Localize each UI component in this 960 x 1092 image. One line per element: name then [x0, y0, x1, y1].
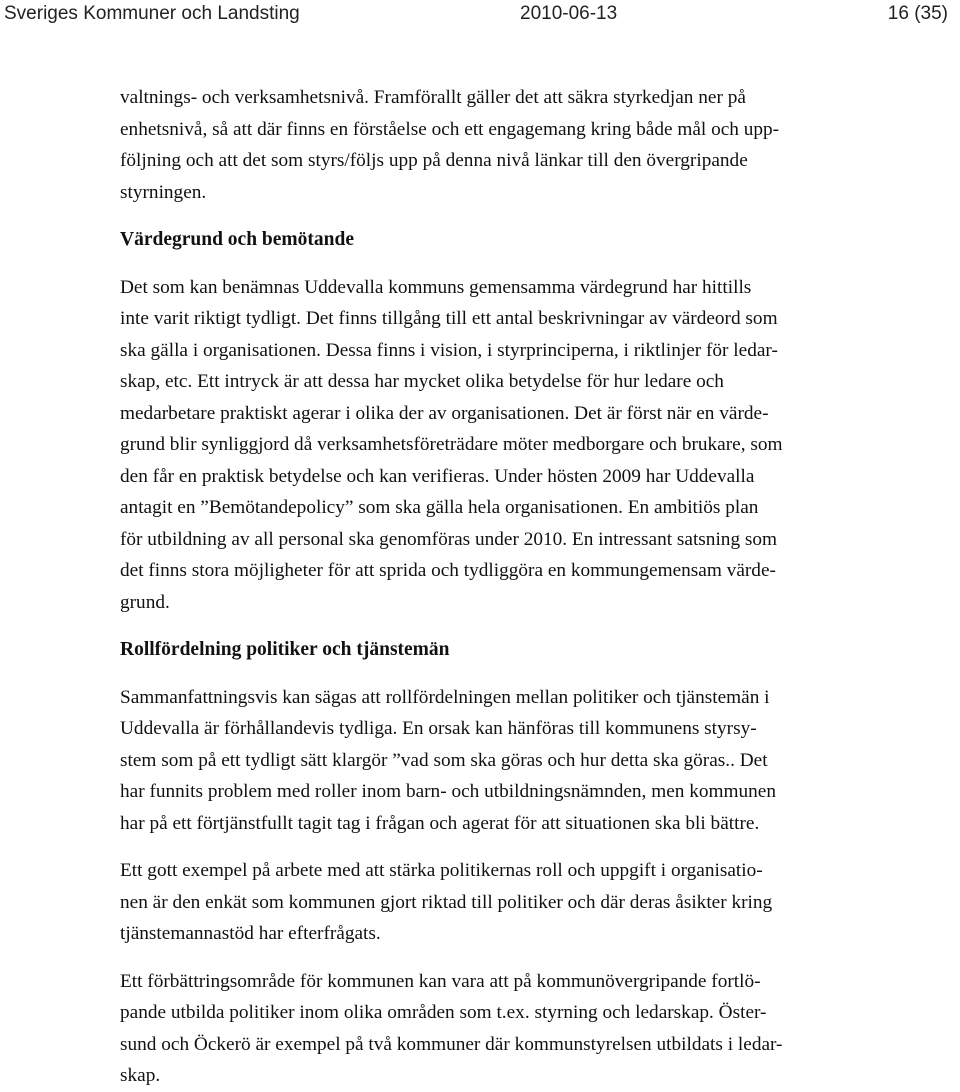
text-line: grund blir synliggjord då verksamhetsföreträdare möter medborgare och brukare, som: [120, 434, 783, 455]
rollfordelning-paragraph-1: [120, 682, 920, 840]
text-line: Ett gott exempel på arbete med att stärka politikernas roll och uppgift i organisatio-: [120, 860, 763, 881]
text-line: Det som kan benämnas Uddevalla kommuns gemensamma värdegrund har hittills: [120, 276, 752, 298]
text-line: har på ett förtjänstfullt tagit tag i frågan och agerat för att situationen ska bli bättre.: [120, 812, 760, 834]
header-page-number: 16 (35): [887, 3, 948, 24]
text-line: valtnings- och verksamhetsnivå. Framförallt gäller det att säkra styrkedjan ner på: [120, 87, 746, 108]
text-line: Ett förbättringsområde för kommunen kan vara att på kommunövergripande fortlö-: [120, 970, 761, 992]
text-line: enhetsnivå, så att där finns en förståelse och ett engagemang kring både mål och upp-: [120, 118, 780, 140]
text-line: det finns stora möjligheter för att sprida och tydliggöra en kommungemensam värde-: [120, 560, 776, 581]
text-line: skap.: [120, 1065, 161, 1086]
section-heading-rollfordelning: Rollfördelning politiker och tjänstemän: [120, 639, 450, 660]
text-line: följning och att det som styrs/följs upp på denna nivå länkar till den övergripande: [120, 150, 748, 171]
text-line: inte varit riktigt tydligt. Det finns tillgång till ett antal beskrivningar av värdeord som: [120, 308, 778, 329]
text-line: sund och Öckerö är exempel på två kommuner där kommunstyrelsen utbildats i ledar-: [120, 1033, 783, 1055]
text-line: stem som på ett tydligt sätt klargör ”vad som ska göras och hur detta ska göras.. Det: [120, 749, 768, 771]
text-line: Uddevalla är förhållandevis tydliga. En orsak kan hänföras till kommunens styrsy-: [120, 718, 757, 739]
text-line: Sammanfattningsvis kan sägas att rollfördelningen mellan politiker och tjänstemän i: [120, 686, 770, 708]
intro-paragraph: [120, 82, 920, 208]
header-organization: Sveriges Kommuner och Landsting: [4, 3, 300, 24]
text-line: den får en praktisk betydelse och kan verifieras. Under hösten 2009 har Uddevalla: [120, 465, 755, 487]
text-line: grund.: [120, 591, 170, 613]
text-line: skap, etc. Ett intryck är att dessa har mycket olika betydelse för hur ledare och: [120, 371, 724, 392]
text-line: styrningen.: [120, 181, 207, 203]
text-line: antagit en ”Bemötandepolicy” som ska gälla hela organisationen. En ambitiös plan: [120, 497, 759, 518]
text-line: för utbildning av all personal ska genomföras under 2010. En intressant satsning som: [120, 528, 778, 550]
header-date: 2010-06-13: [520, 3, 618, 24]
text-line: nen är den enkät som kommunen gjort riktad till politiker och där deras åsikter kring: [120, 891, 773, 913]
text-line: medarbetare praktiskt agerar i olika der av organisationen. Det är först när en värde-: [120, 402, 769, 424]
text-line: ska gälla i organisationen. Dessa finns i vision, i styrprinciperna, i riktlinjer för ledar-: [120, 339, 778, 361]
page-header: [0, 0, 960, 28]
text-line: pande utbilda politiker inom olika områden som t.ex. styrning och ledarskap. Öster-: [120, 1002, 767, 1023]
rollfordelning-paragraph-2: [120, 855, 920, 950]
section-heading-vardegrund: Värdegrund och bemötande: [120, 229, 355, 250]
text-line: har funnits problem med roller inom barn- och utbildningsnämnden, men kommunen: [120, 781, 776, 802]
text-line: tjänstemannastöd har efterfrågats.: [120, 923, 381, 944]
vardegrund-paragraph: [120, 272, 920, 619]
document-body: [120, 82, 920, 1092]
rollfordelning-paragraph-3: [120, 966, 920, 1092]
